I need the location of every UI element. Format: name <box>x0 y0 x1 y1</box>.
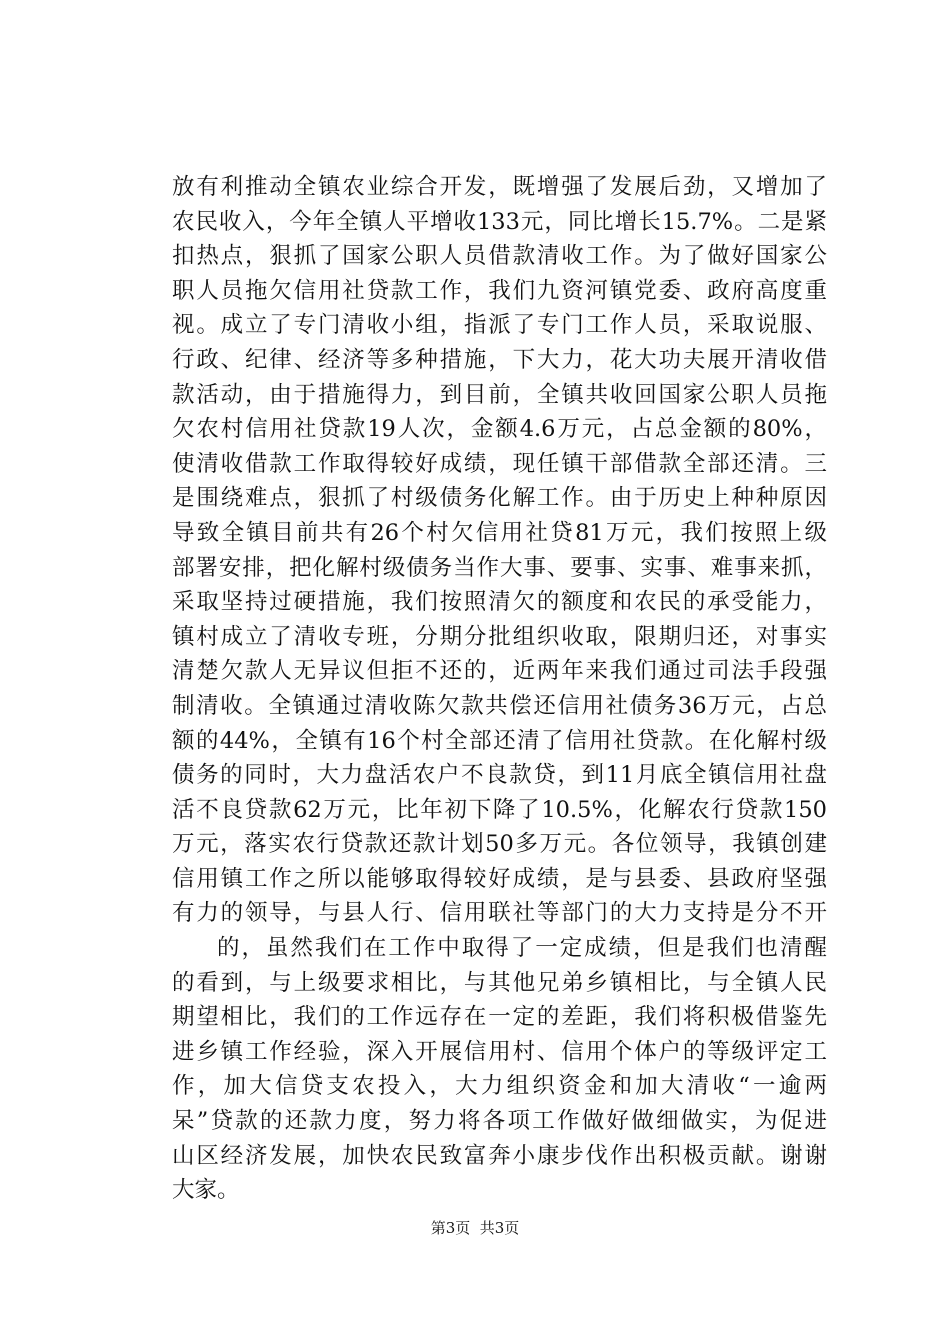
body-text <box>172 170 827 1208</box>
text-line: 额的44%，全镇有16个村全部还清了信用社贷款。在化解村级 <box>172 727 827 754</box>
text-line: 导致全镇目前共有26个村欠信用社贷81万元，我们按照上级 <box>172 519 827 546</box>
text-line: 信用镇工作之所以能够取得较好成绩，是与县委、县政府坚强 <box>172 865 827 892</box>
text-line: 镇村成立了清收专班，分期分批组织收取，限期归还，对事实 <box>172 623 827 650</box>
text-line: 扣热点，狠抓了国家公职人员借款清收工作。为了做好国家公 <box>172 243 827 270</box>
text-line: 采取坚持过硬措施，我们按照清欠的额度和农民的承受能力， <box>172 589 827 616</box>
text-line: 欠农村信用社贷款19人次，金额4.6万元，占总金额的80%， <box>172 416 827 443</box>
text-line: 使清收借款工作取得较好成绩，现任镇干部借款全部还清。三 <box>172 450 827 477</box>
text-line: 视。成立了专门清收小组，指派了专门工作人员，采取说服、 <box>172 312 827 339</box>
text-line: 放有利推动全镇农业综合开发，既增强了发展后劲，又增加了 <box>172 174 827 200</box>
text-line: 山区经济发展，加快农民致富奔小康步伐作出积极贡献。谢谢 <box>172 1142 827 1169</box>
text-line: 有力的领导，与县人行、信用联社等部门的大力支持是分不开 <box>172 900 827 927</box>
text-line: 制清收。全镇通过清收陈欠款共偿还信用社债务36万元，占总 <box>172 692 827 719</box>
text-line: 的，虽然我们在工作中取得了一定成绩，但是我们也清醒 <box>217 935 827 962</box>
text-line: 款活动，由于措施得力，到目前，全镇共收回国家公职人员拖 <box>172 381 827 408</box>
text-line: 清楚欠款人无异议但拒不还的，近两年来我们通过司法手段强 <box>172 658 827 685</box>
text-line: 大家。 <box>172 1177 240 1204</box>
text-line: 期望相比，我们的工作远存在一定的差距，我们将积极借鉴先 <box>172 1004 827 1031</box>
text-line: 活不良贷款62万元，比年初下降了10.5%，化解农行贷款150 <box>172 796 827 823</box>
text-line: 职人员拖欠信用社贷款工作，我们九资河镇党委、政府高度重 <box>172 277 827 304</box>
text-line: 是围绕难点，狠抓了村级债务化解工作。由于历史上种种原因 <box>172 485 827 512</box>
text-line: 部署安排，把化解村级债务当作大事、要事、实事、难事来抓， <box>172 554 827 581</box>
text-line: 债务的同时，大力盘活农户不良款贷，到11月底全镇信用社盘 <box>172 762 827 789</box>
text-line: 农民收入，今年全镇人平增收133元，同比增长15.7%。二是紧 <box>172 208 827 235</box>
text-line: 作，加大信贷支农投入，大力组织资金和加大清收“一逾两 <box>172 1073 827 1100</box>
text-line: 进乡镇工作经验，深入开展信用村、信用个体户的等级评定工 <box>172 1038 827 1065</box>
text-line: 的看到，与上级要求相比，与其他兄弟乡镇相比，与全镇人民 <box>172 969 827 996</box>
page-footer: 第3页 共3页 <box>430 1219 520 1237</box>
text-line: 行政、纪律、经济等多种措施，下大力，花大功夫展开清收借 <box>172 346 827 373</box>
text-line: 万元，落实农行贷款还款计划50多万元。各位领导，我镇创建 <box>172 831 827 858</box>
text-line: 呆”贷款的还款力度，努力将各项工作做好做细做实，为促进 <box>172 1108 827 1135</box>
